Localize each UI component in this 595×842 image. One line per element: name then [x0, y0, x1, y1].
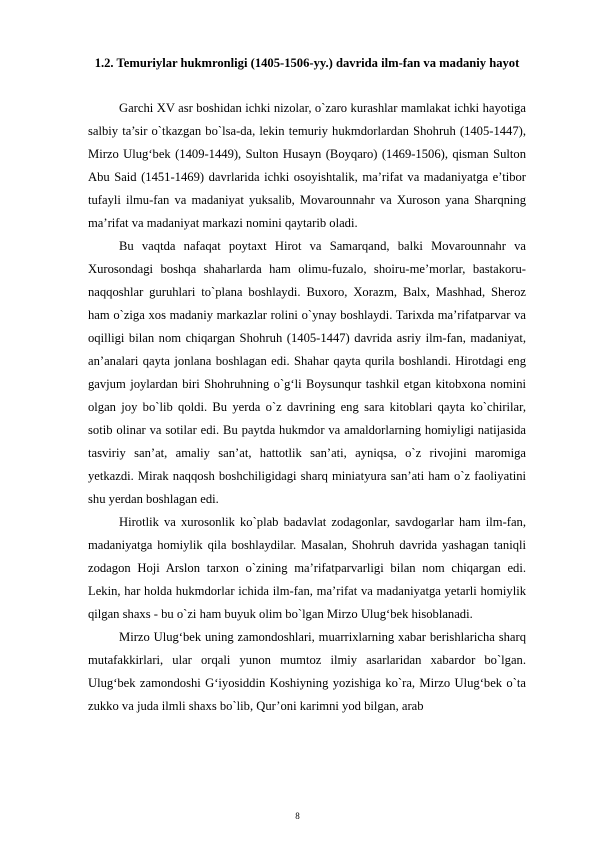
paragraph: Hirotlik va xurosonlik ko`plab badavlat zodagonlar, savdogarlar ham ilm-fan, madaniyatga homiylik qila boshlaydilar. Masalan, Shohruh davrida yashagan taniqli zodagon Hoji Arslon tarxon o`zining ma’rifatparvarligi bilan nom chiqargan edi. Lekin, har holda hukmdorlar ichida ilm-fan, ma’rifat va madaniyatga yetarli homiylik qilgan shaxs - bu o`zi ham buyuk olim bo`lgan Mirzo Ulug‘bek hisoblanadi. [88, 515, 526, 621]
paragraph: Garchi XV asr boshidan ichki nizolar, o`zaro kurashlar mamlakat ichki hayotiga salbiy ta’sir o`tkazgan bo`lsa-da, lekin temuriy hukmdorlardan Shohruh (1405-1447), Mirzo Ulug‘bek (1409-1449), Sulton Husayn (Boyqaro) (1469-1506), qisman Sulton Abu Said (1451-1469) davrlarida ichki osoyishtalik, ma’rifat va madaniyatga e’tibor tufayli ilmu-fan va madaniyat yuksalib, Movarounnahr va Xuroson yana Sharqning ma’rifat va madaniyat markazi nomini qaytarib oladi. [88, 101, 526, 230]
section-heading: 1.2. Temuriylar hukmronligi (1405-1506-yy.) davrida ilm-fan va madaniy hayot [94, 56, 520, 70]
body-text [88, 97, 526, 718]
paragraph: Bu vaqtda nafaqat poytaxt Hirot va Samarqand, balki Movarounnahr va Xurosondagi boshqa shaharlarda ham olimu-fuzalo, shoiru-me’morlar, bastakoru-naqqoshlar guruhlari to`plana boshlaydi. Buxoro, Xorazm, Balx, Mashhad, Sheroz ham o`ziga xos madaniy markazlar rolini o`ynay boshlaydi. Tarixda ma’rifatparvar va oqilligi bilan nom chiqargan Shohruh (1405-1447) davrida asriy ilm-fan, madaniyat, an’analari qayta jonlana boshlagan edi. Shahar qayta qurila boshlandi. Hirotdagi eng gavjum joylardan biri Shohruhning o`g‘li Boysunqur tashkil etgan kitobxona nomini olgan joy bo`lib qoldi. Bu yerda o`z davrining eng sara kitoblari qayta ko`chirilar, sotib olinar va sotilar edi. Bu paytda hukmdor va amaldorlarning homiyligi natijasida tasviriy san’at, amaliy san’at, hattotlik san’ati, ayniqsa, o`z rivojini maromiga yetkazdi. Mirak naqqosh boshchiligidagi sharq miniatyura san’ati ham o`z faoliyatini shu yerdan boshlagan edi. [88, 239, 526, 506]
page-number: 8 [295, 811, 300, 821]
paragraph: Mirzo Ulug‘bek uning zamondoshlari, muarrixlarning xabar berishlaricha sharq mutafakkirlari, ular orqali yunon mumtoz ilmiy asarlaridan xabardor bo`lgan. Ulug‘bek zamondoshi G‘iyosiddin Koshiyning yozishiga ko`ra, Mirzo Ulug‘bek o`ta zukko va juda ilmli shaxs bo`lib, Qur’oni karimni yod bilgan, arab [88, 630, 526, 713]
